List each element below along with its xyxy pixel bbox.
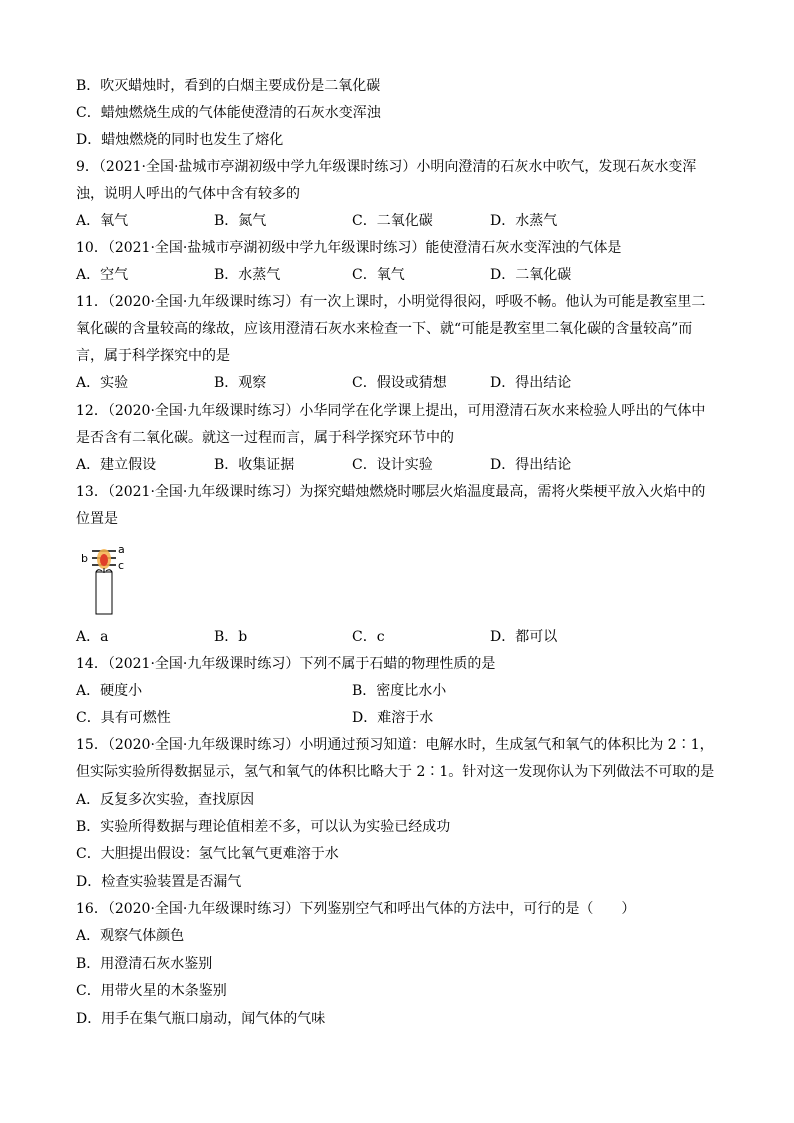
q10-option-a: A．空气 bbox=[76, 267, 129, 283]
q11-option-a: A．实验 bbox=[76, 375, 129, 391]
q16-stem-line1: 16．（2020·全国·九年级课时练习）下列鉴别空气和呼出气体的方法中，可行的是（ ） bbox=[76, 901, 636, 917]
q14-option-b: B．密度比水小 bbox=[352, 683, 447, 699]
q15-option-a: A．反复多次实验，查找原因 bbox=[76, 792, 255, 808]
q12-option-d: D．得出结论 bbox=[490, 457, 572, 473]
q11-option-b: B．观察 bbox=[214, 375, 267, 391]
figure-label-c: c bbox=[118, 559, 125, 572]
q9-option-d: D．水蒸气 bbox=[490, 213, 558, 229]
q15-option-b: B．实验所得数据与理论值相差不多，可以认为实验已经成功 bbox=[76, 819, 451, 835]
figure-label-a: a bbox=[118, 543, 125, 556]
q14-option-d: D．难溶于水 bbox=[352, 710, 434, 726]
q12-option-b: B．收集证据 bbox=[214, 457, 295, 473]
q15-option-c: C．大胆提出假设：氢气比氧气更难溶于水 bbox=[76, 846, 339, 862]
q9-option-a: A．氧气 bbox=[76, 213, 129, 229]
q11-stem-line3: 言，属于科学探究中的是 bbox=[76, 348, 230, 364]
candle-flame-figure bbox=[80, 542, 128, 616]
q11-option-d: D．得出结论 bbox=[490, 375, 572, 391]
q8-option-d: D．蜡烛燃烧的同时也发生了熔化 bbox=[76, 132, 284, 148]
q16-option-b: B．用澄清石灰水鉴别 bbox=[76, 956, 213, 972]
q13-stem-line1: 13．（2021·全国·九年级课时练习）为探究蜡烛燃烧时哪层火焰温度最高，需将火柴梗平放入火焰中的 bbox=[76, 484, 706, 500]
q12-option-c: C．设计实验 bbox=[352, 457, 433, 473]
q11-option-c: C．假设或猜想 bbox=[352, 375, 447, 391]
q9-option-c: C．二氧化碳 bbox=[352, 213, 433, 229]
q8-option-b: B．吹灭蜡烛时，看到的白烟主要成份是二氧化碳 bbox=[76, 78, 381, 94]
q10-option-c: C．氧气 bbox=[352, 267, 405, 283]
q13-option-c: C．c bbox=[352, 629, 385, 645]
q10-option-d: D．二氧化碳 bbox=[490, 267, 572, 283]
figure-label-b: b bbox=[81, 552, 88, 565]
q8-option-c: C．蜡烛燃烧生成的气体能使澄清的石灰水变浑浊 bbox=[76, 105, 381, 121]
q13-stem-line2: 位置是 bbox=[76, 511, 118, 527]
q10-stem-line1: 10．（2021·全国·盐城市亭湖初级中学九年级课时练习）能使澄清石灰水变浑浊的气体是 bbox=[76, 240, 622, 256]
q13-option-b: B．b bbox=[214, 629, 248, 645]
q12-stem-line1: 12．（2020·全国·九年级课时练习）小华同学在化学课上提出，可用澄清石灰水来检验人呼出的气体中 bbox=[76, 403, 706, 419]
q13-option-d: D．都可以 bbox=[490, 629, 558, 645]
q16-option-d: D．用手在集气瓶口扇动，闻气体的气味 bbox=[76, 1011, 326, 1027]
q16-option-a: A．观察气体颜色 bbox=[76, 928, 185, 944]
q12-stem-line2: 是否含有二氧化碳。就这一过程而言，属于科学探究环节中的 bbox=[76, 430, 454, 446]
flame-core bbox=[100, 554, 108, 566]
q11-stem-line1: 11．（2020·全国·九年级课时练习）有一次上课时，小明觉得很闷，呼吸不畅。他认为可能是教室里二 bbox=[76, 294, 706, 310]
q10-option-b: B．水蒸气 bbox=[214, 267, 281, 283]
candle-body bbox=[96, 572, 112, 614]
q14-option-a: A．硬度小 bbox=[76, 683, 143, 699]
q15-stem-line1: 15．（2020·全国·九年级课时练习）小明通过预习知道：电解水时，生成氢气和氧气的体积比为 2∶1， bbox=[76, 737, 714, 753]
q13-option-a: A．a bbox=[76, 629, 109, 645]
q15-stem-line2: 但实际实验所得数据显示，氢气和氧气的体积比略大于 2∶1。针对这一发现你认为下列做法不可取的是 bbox=[76, 764, 715, 780]
q14-stem-line1: 14．（2021·全国·九年级课时练习）下列不属于石蜡的物理性质的是 bbox=[76, 656, 496, 672]
q14-option-c: C．具有可燃性 bbox=[76, 710, 171, 726]
q15-option-d: D．检查实验装置是否漏气 bbox=[76, 874, 242, 890]
q16-option-c: C．用带火星的木条鉴别 bbox=[76, 983, 227, 999]
q11-stem-line2: 氧化碳的含量较高的缘故，应该用澄清石灰水来检查一下、就“可能是教室里二氧化碳的含量较高”而 bbox=[76, 321, 693, 337]
q9-stem-line1: 9．（2021·全国·盐城市亭湖初级中学九年级课时练习）小明向澄清的石灰水中吹气，发现石灰水变浑 bbox=[76, 159, 697, 175]
q9-option-b: B．氮气 bbox=[214, 213, 267, 229]
q12-option-a: A．建立假设 bbox=[76, 457, 157, 473]
q9-stem-line2: 浊，说明人呼出的气体中含有较多的 bbox=[76, 186, 300, 202]
